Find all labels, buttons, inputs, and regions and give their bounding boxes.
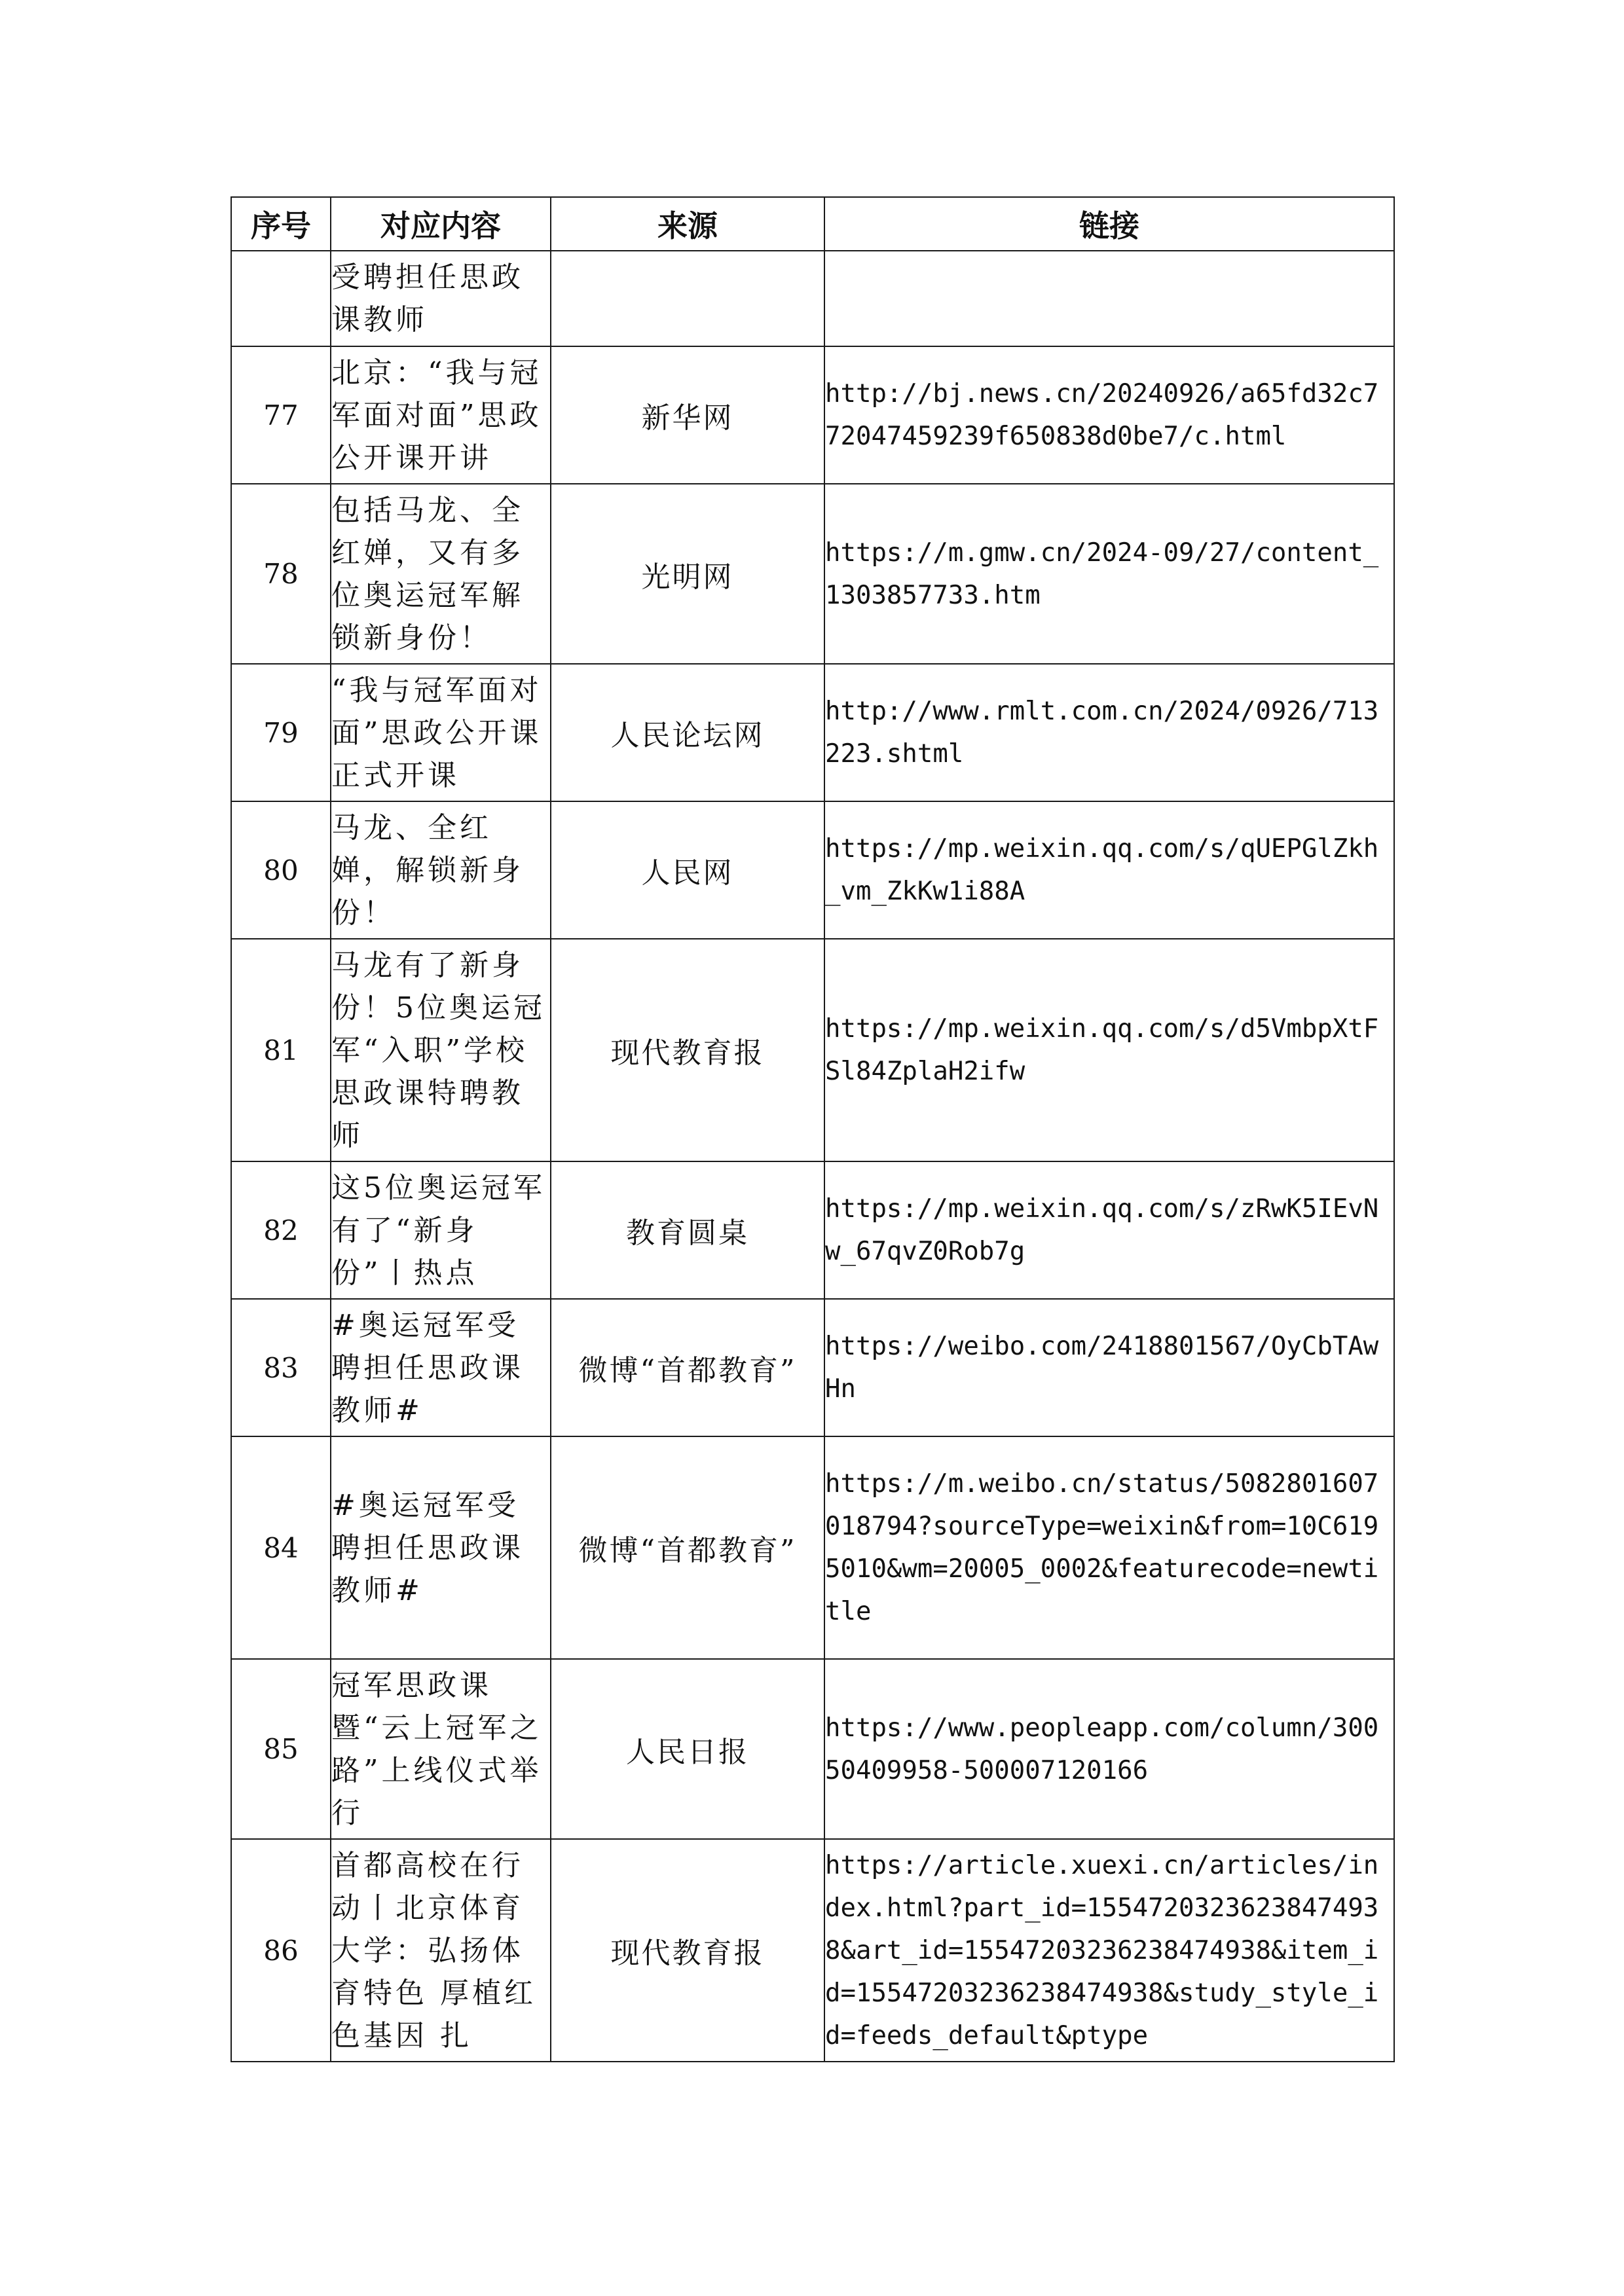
row-number: 78 (231, 484, 331, 664)
row-title: 受聘担任思政课教师 (331, 251, 551, 346)
row-source: 现代教育报 (551, 1839, 824, 2062)
row-title: #奥运冠军受聘担任思政课教师# (331, 1299, 551, 1436)
table-row (231, 1839, 1394, 2062)
row-link[interactable]: https://weibo.com/2418801567/OyCbTAwHn (824, 1299, 1394, 1436)
row-number: 84 (231, 1436, 331, 1659)
header-link: 链接 (824, 197, 1394, 251)
header-no: 序号 (231, 197, 331, 251)
table-row (231, 939, 1394, 1161)
row-title: “我与冠军面对面”思政公开课正式开课 (331, 664, 551, 801)
row-title: 马龙有了新身份！5位奥运冠军“入职”学校思政课特聘教师 (331, 939, 551, 1161)
row-link[interactable]: https://mp.weixin.qq.com/s/qUEPGlZkh_vm_ZkKw1i88A (824, 801, 1394, 939)
table-row (231, 1659, 1394, 1839)
row-link[interactable]: https://m.gmw.cn/2024-09/27/content_1303857733.htm (824, 484, 1394, 664)
row-number: 86 (231, 1839, 331, 2062)
table-row (231, 1436, 1394, 1659)
table-row (231, 1299, 1394, 1436)
row-title: 冠军思政课暨“云上冠军之路”上线仪式举行 (331, 1659, 551, 1839)
row-source: 新华网 (551, 346, 824, 484)
row-number: 82 (231, 1161, 331, 1299)
row-source: 人民论坛网 (551, 664, 824, 801)
row-number: 83 (231, 1299, 331, 1436)
row-link[interactable]: https://mp.weixin.qq.com/s/zRwK5IEvNw_67qvZ0Rob7g (824, 1161, 1394, 1299)
row-title: 包括马龙、全红婵，又有多位奥运冠军解锁新身份！ (331, 484, 551, 664)
row-source: 微博“首都教育” (551, 1299, 824, 1436)
table-header-row (231, 197, 1394, 251)
row-source: 光明网 (551, 484, 824, 664)
row-source (551, 251, 824, 346)
row-title: 这5位奥运冠军有了“新身份”丨热点 (331, 1161, 551, 1299)
row-number: 80 (231, 801, 331, 939)
table-row (231, 484, 1394, 664)
row-link[interactable] (824, 251, 1394, 346)
header-source: 来源 (551, 197, 824, 251)
row-title: 马龙、全红婵，解锁新身份！ (331, 801, 551, 939)
header-title: 对应内容 (331, 197, 551, 251)
row-source: 人民日报 (551, 1659, 824, 1839)
row-link[interactable]: https://www.peopleapp.com/column/30050409958-500007120166 (824, 1659, 1394, 1839)
row-link[interactable]: https://mp.weixin.qq.com/s/d5VmbpXtFSl84ZplaH2ifw (824, 939, 1394, 1161)
row-number: 77 (231, 346, 331, 484)
table-row (231, 801, 1394, 939)
row-link[interactable]: https://article.xuexi.cn/articles/index.html?part_id=15547203236238474938&art_id=15547203236238474938&item_id=15547203236238474938&study_style_id=feeds_default&ptype (824, 1839, 1394, 2062)
row-number: 79 (231, 664, 331, 801)
table-row (231, 1161, 1394, 1299)
row-link[interactable]: http://bj.news.cn/20240926/a65fd32c772047459239f650838d0be7/c.html (824, 346, 1394, 484)
row-source: 微博“首都教育” (551, 1436, 824, 1659)
row-link[interactable]: https://m.weibo.cn/status/5082801607018794?sourceType=weixin&from=10C6195010&wm=20005_0002&featurecode=newtitle (824, 1436, 1394, 1659)
row-link[interactable]: http://www.rmlt.com.cn/2024/0926/713223.shtml (824, 664, 1394, 801)
row-title: 北京：“我与冠军面对面”思政公开课开讲 (331, 346, 551, 484)
table-row (231, 251, 1394, 346)
row-number: 81 (231, 939, 331, 1161)
row-source: 现代教育报 (551, 939, 824, 1161)
row-title: #奥运冠军受聘担任思政课教师# (331, 1436, 551, 1659)
sources-table (231, 196, 1395, 2062)
row-number (231, 251, 331, 346)
table-row (231, 664, 1394, 801)
row-number: 85 (231, 1659, 331, 1839)
row-source: 教育圆桌 (551, 1161, 824, 1299)
row-title: 首都高校在行动丨北京体育大学：弘扬体育特色 厚植红色基因 扎 (331, 1839, 551, 2062)
row-source: 人民网 (551, 801, 824, 939)
table-row (231, 346, 1394, 484)
